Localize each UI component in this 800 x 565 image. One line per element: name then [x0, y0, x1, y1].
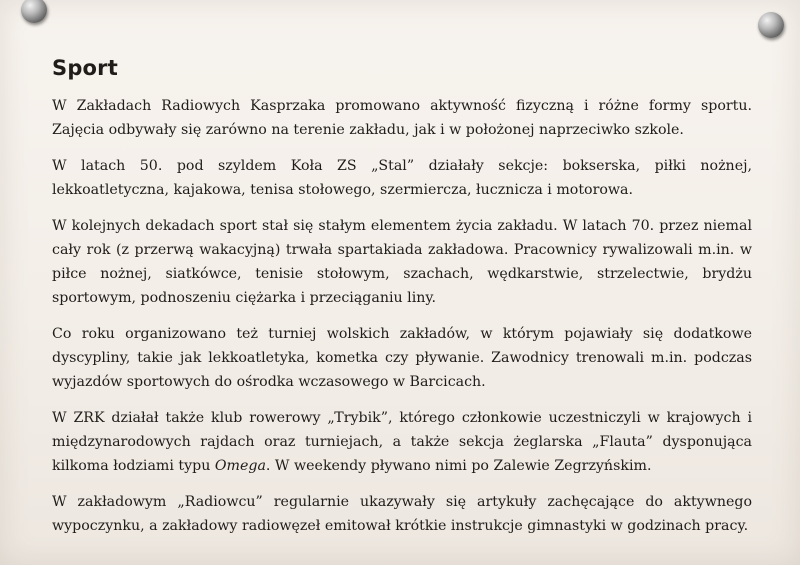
- paragraph-clubs-text: W ZRK działał także klub rowerowy „Trybik”, którego członkowie uczestniczyli w krajowych i międzynarodowych rajdach oraz turniejach, a także sekcja żeglarska „Flauta” dysponująca kilkoma łodziami typu: [52, 410, 752, 474]
- paragraph-clubs-end: . W weekendy pływano nimi po Zalewie Zegrzyńskim.: [265, 458, 652, 474]
- paragraph-clubs: [52, 406, 752, 478]
- page-title: Sport: [52, 56, 118, 80]
- paragraph-radiowiec: W zakładowym „Radiowcu” regularnie ukazywały się artykuły zachęcające do aktywnego wypoczynku, a zakładowy radiowęzeł emitował krótkie instrukcje gimnastyki w godzinach pracy.: [52, 494, 752, 534]
- paragraph-intro: W Zakładach Radiowych Kasprzaka promowano aktywność fizyczną i różne formy sportu. Zajęcia odbywały się zarówno na terenie zakładu, jak i w położonej naprzeciwko szkole.: [52, 98, 752, 138]
- paragraph-spartakiada: W kolejnych dekadach sport stał się stałym elementem życia zakładu. W latach 70. przez niemal cały rok (z przerwą wakacyjną) trwała spartakiada zakładowa. Pracownicy rywalizowali m.in. w piłce nożnej, siatkówce, tenisie stołowym, szachach, wędkarstwie, strzelectwie, brydżu sportowym, podnoszeniu ciężarka i przeciąganiu liny.: [52, 218, 752, 306]
- paragraph-1950s-sections: W latach 50. pod szyldem Koła ZS „Stal” działały sekcje: bokserska, piłki nożnej, lekkoatletyczna, kajakowa, tenisa stołowego, szermiercza, łucznicza i motorowa.: [52, 158, 752, 198]
- notice-content: [52, 56, 752, 550]
- paragraph-tournament: Co roku organizowano też turniej wolskich zakładów, w którym pojawiały się dodatkowe dyscypliny, takie jak lekkoatletyka, kometka czy pływanie. Zawodnicy trenowali m.in. podczas wyjazdów sportowych do ośrodka wczasowego w Barcicach.: [52, 326, 752, 390]
- pushpin-icon: [21, 0, 47, 23]
- pushpin-icon: [758, 12, 784, 38]
- boat-type-name: Omega: [214, 458, 266, 474]
